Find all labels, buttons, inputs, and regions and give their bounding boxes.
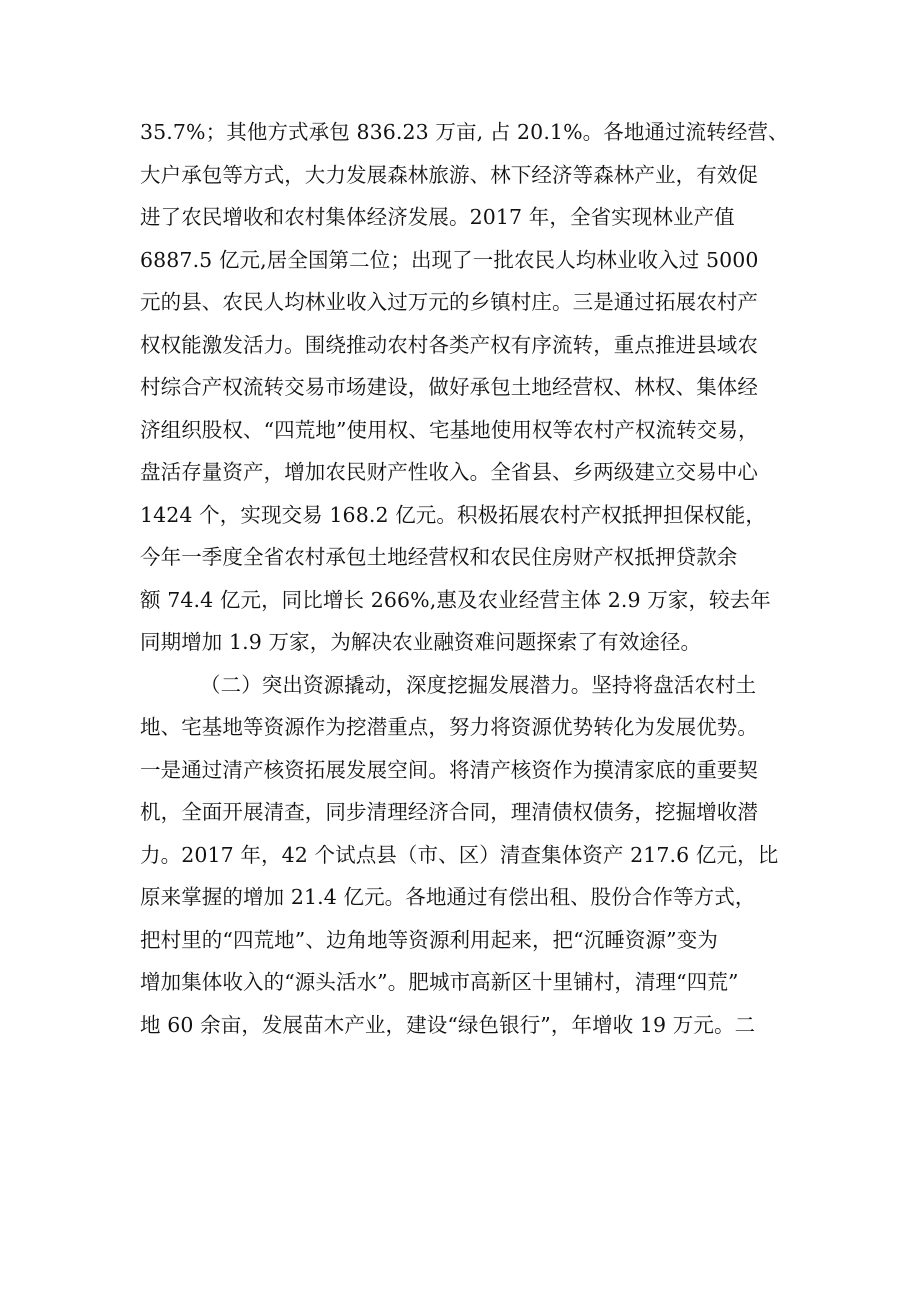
text-line: 35.7%；其他方式承包 836.23 万亩, 占 20.1%。各地通过流转经营、 (140, 120, 789, 144)
text-line: 地、宅基地等资源作为挖潜重点，努力将资源优势转化为发展优势。 (140, 715, 758, 739)
text-line: 权权能激发活力。围绕推动农村各类产权有序流转，重点推进县域农 (140, 332, 758, 357)
body-text (140, 111, 820, 1046)
text-line: 进了农民增收和农村集体经济发展。2017 年，全省实现林业产值 (140, 205, 735, 229)
text-line: 机，全面开展清查，同步清理经济合同，理清债权债务，挖掘增收潜 (140, 800, 758, 824)
text-line: 济组织股权、“四荒地”使用权、宅基地使用权等农村产权流转交易， (140, 417, 759, 442)
text-line: 大户承包等方式，大力发展森林旅游、林下经济等森林产业，有效促 (140, 162, 758, 187)
text-line: 同期增加 1.9 万家，为解决农业融资难问题探索了有效途径。 (140, 630, 702, 654)
text-line: 元的县、农民人均林业收入过万元的乡镇村庄。三是通过拓展农村产 (140, 290, 758, 314)
text-line: 今年一季度全省农村承包土地经营权和农民住房财产权抵押贷款余 (140, 545, 738, 569)
text-line: 原来掌握的增加 21.4 亿元。各地通过有偿出租、股份合作等方式， (140, 885, 756, 909)
text-line: 把村里的“四荒地”、边角地等资源利用起来，把“沉睡资源”变为 (140, 927, 718, 952)
text-line: 6887.5 亿元,居全国第二位；出现了一批农民人均林业收入过 5000 (140, 247, 759, 272)
text-line: 盘活存量资产，增加农民财产性收入。全省县、乡两级建立交易中心 (140, 460, 758, 484)
text-line: 村综合产权流转交易市场建设，做好承包土地经营权、林权、集体经 (140, 375, 758, 399)
text-line: 力。2017 年，42 个试点县（市、区）清查集体资产 217.6 亿元，比 (140, 842, 779, 867)
text-line: 一是通过清产核资拓展发展空间。将清产核资作为摸清家底的重要契 (140, 757, 758, 782)
text-line: 增加集体收入的“源头活水”。肥城市高新区十里铺村，清理“四荒” (140, 970, 739, 994)
text-line: 地 60 余亩，发展苗木产业，建设“绿色银行”，年增收 19 万元。二 (140, 1012, 756, 1037)
section-heading-line: （二）突出资源撬动，深度挖掘发展潜力。坚持将盘活农村土 (200, 672, 757, 697)
text-line: 额 74.4 亿元，同比增长 266%,惠及农业经营主体 2.9 万家，较去年 (140, 587, 771, 612)
text-line: 1424 个，实现交易 168.2 亿元。积极拓展农村产权抵押担保权能， (140, 502, 767, 527)
